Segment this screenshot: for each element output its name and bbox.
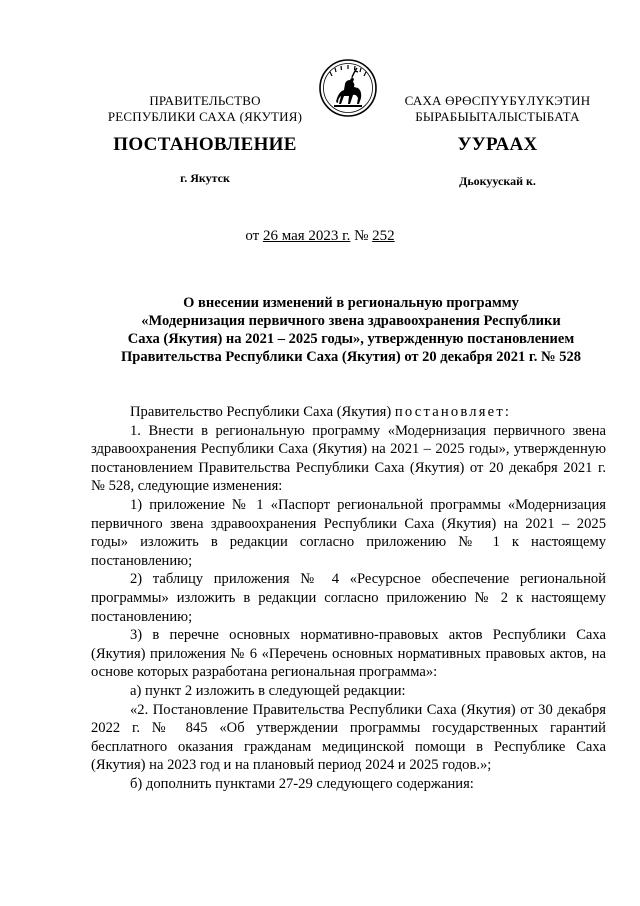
document-type-sah: УУРААХ [457,134,538,155]
header-government-sah [385,93,610,125]
body-paragraph: б) дополнить пунктами 27-29 следующего содержания: [130,775,474,792]
date-prefix: от [245,228,263,244]
body-paragraph: 1. Внести в региональную программу «Модернизация первичного звена здравоохранения Республики Саха (Якутия) на 2021 – 2025 годы», утвержденную постановлением Правительства Республики Саха (Якутия) от 20 декабря 2021 г. № 528, следующие изменения: [91,422,606,495]
document-type-ru: ПОСТАНОВЛЕНИЕ [113,134,297,155]
coat-of-arms-emblem-icon [318,58,378,118]
body-paragraph: 2) таблицу приложения № 4 «Ресурсное обеспечение региональной программы» изложить в редакции согласно приложению № 2 к настоящему постановлению; [91,571,606,625]
header-left-line1: ПРАВИТЕЛЬСТВО [149,93,261,108]
subject-line: Саха (Якутия) на 2021 – 2025 годы», утвержденную постановлением [127,331,575,347]
subject-line: «Модернизация первичного звена здравоохранения Республики [141,313,561,329]
body-paragraph: 1) приложение № 1 «Паспорт региональной программы «Модернизация первичного звена здравоохранения Республики Саха (Якутия) на 2021 – 2025 годы» изложить в редакции согласно приложению № 1 к настоящему постановлению; [91,496,606,569]
resolution-verb: постановляет: [394,404,512,420]
city-sah: Дьокуускай к. [459,174,536,188]
resolution-lead: Правительство Республики Саха (Якутия) [130,404,395,420]
header-right-line2: БЫРАБЫЫТАЛЫСТЫБАТА [415,109,580,124]
header-government-ru [100,93,310,125]
number-value: 252 [372,228,395,244]
body-paragraph: 3) в перечне основных нормативно-правовых актов Республики Саха (Якутия) приложения № 6 «Перечень основных нормативных правовых актов, на основе которых разработана региональная программа»: [91,627,606,681]
header-left-line2: РЕСПУБЛИКИ САХА (ЯКУТИЯ) [107,109,303,124]
subject-line: О внесении изменений в региональную программу [183,295,519,311]
number-label: № [350,228,373,244]
date-value: 26 мая 2023 г. [262,228,351,244]
body-paragraph: «2. Постановление Правительства Республики Саха (Якутия) от 30 декабря 2022 г. № 845 «Об утверждении программы государственных гарантий бесплатного оказания гражданам медицинской помощи в Республике Саха (Якутия) на 2023 год и на плановый период 2024 и 2025 годов.»; [91,701,606,774]
body-paragraph [91,403,606,422]
document-subject [96,294,606,366]
city-ru: г. Якутск [180,171,230,185]
body-paragraph: а) пункт 2 изложить в следующей редакции: [130,682,406,699]
header-right-line1: САХА ӨРӨСПҮҮБҮЛҮКЭТИН [404,93,591,108]
document-date-number [0,228,640,245]
document-body [91,403,606,793]
subject-line: Правительства Республики Саха (Якутия) от 20 декабря 2021 г. № 528 [120,349,581,365]
